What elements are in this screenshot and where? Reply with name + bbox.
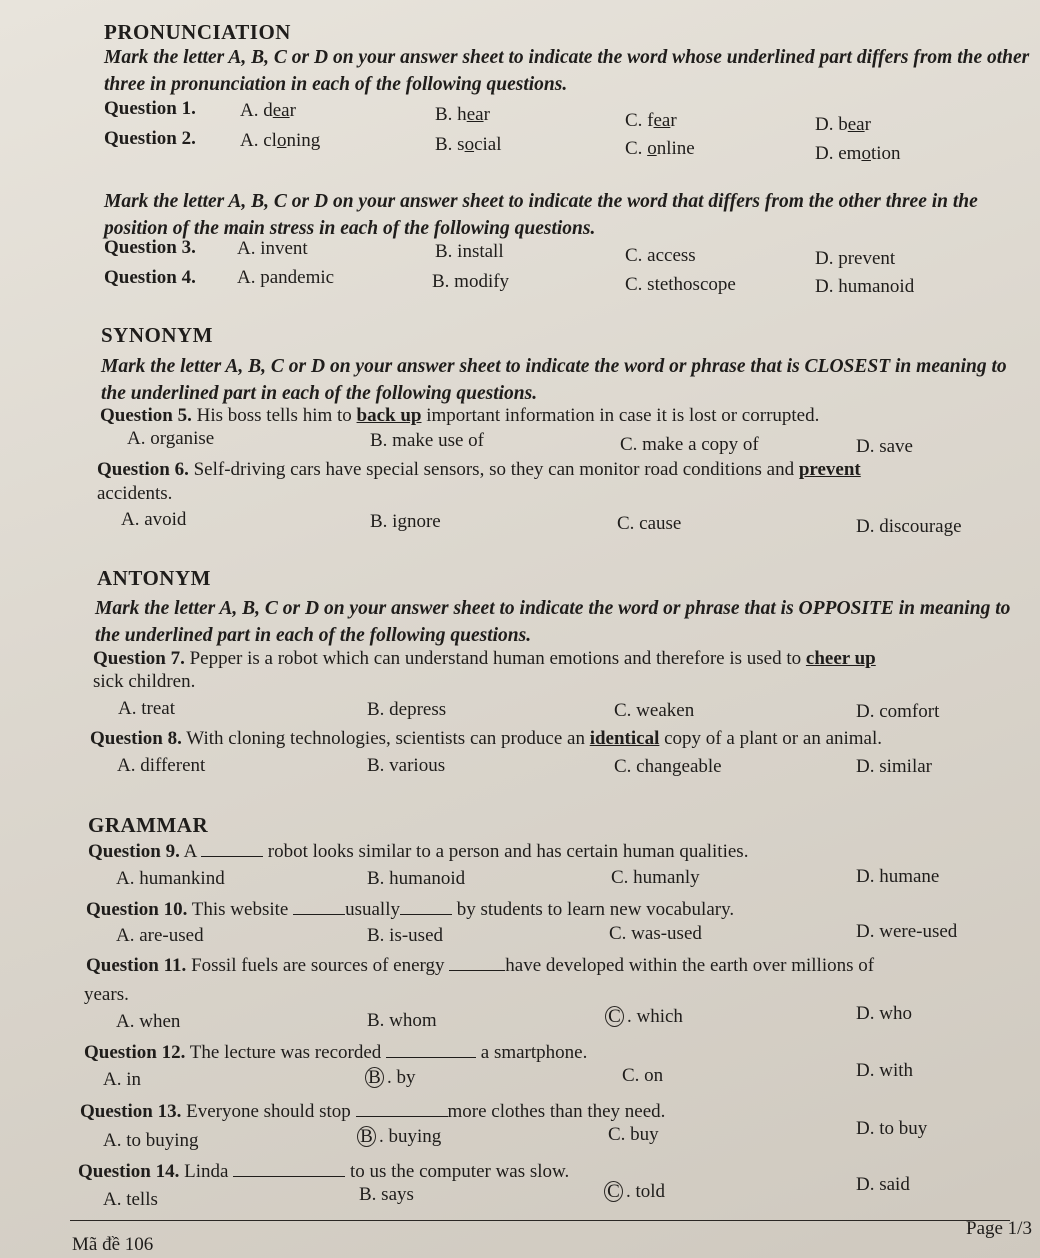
q12-blank	[386, 1043, 476, 1058]
q10-option-c: C. was-used	[609, 923, 702, 944]
question-1: Question 1.	[104, 98, 196, 119]
q3-option-d: D. prevent	[815, 248, 896, 269]
question-12: Question 12. The lecture was recorded a smartphone.	[84, 1042, 588, 1063]
q14-option-b: B. says	[359, 1184, 414, 1205]
question-4: Question 4.	[104, 267, 196, 288]
q2-option-c: C. online	[625, 138, 695, 159]
selected-mark: C	[604, 1181, 623, 1202]
q4-option-d: D. humanoid	[815, 276, 915, 297]
q10-blank-2	[400, 900, 452, 915]
selected-mark: B	[357, 1126, 376, 1147]
footer-divider	[70, 1220, 1010, 1221]
pronunciation-instruction: Mark the letter A, B, C or D on your answer sheet to indicate the word whose underlined part differs from the other three in pronunciation in each of the following questions.	[104, 47, 1030, 95]
q5-option-b: B. make use of	[370, 430, 484, 451]
q7-option-a: A. treat	[118, 698, 175, 719]
question-7: Question 7. Pepper is a robot which can understand human emotions and therefore is used to cheer up	[93, 648, 876, 669]
q12-option-c: C. on	[622, 1065, 664, 1086]
q12-option-d: D. with	[856, 1060, 913, 1081]
q1-option-b: B. hear	[435, 104, 490, 125]
q5-option-d: D. save	[856, 436, 913, 457]
q13-option-b: B . buying	[357, 1126, 441, 1148]
question-10: Question 10. This website usually by students to learn new vocabulary.	[86, 899, 735, 920]
stress-instruction: Mark the letter A, B, C or D on your answer sheet to indicate the word that differs from the other three in the position of the main stress in each of the following questions.	[104, 191, 978, 239]
question-6: Question 6. Self-driving cars have special sensors, so they can monitor road conditions and prevent	[97, 459, 861, 480]
q4-option-b: B. modify	[432, 271, 510, 292]
q11-blank	[449, 956, 505, 971]
question-11: Question 11. Fossil fuels are sources of energy have developed within the earth over millions of	[86, 955, 875, 976]
q3-option-a: A. invent	[237, 238, 308, 259]
question-14: Question 14. Linda to us the computer was slow.	[78, 1161, 570, 1182]
question-6-continued: accidents.	[97, 483, 173, 504]
q13-option-a: A. to buying	[103, 1130, 199, 1151]
q11-option-c: C . which	[605, 1006, 683, 1028]
q11-option-b: B. whom	[367, 1010, 437, 1031]
q12-option-a: A. in	[103, 1069, 141, 1090]
q3-option-b: B. install	[435, 241, 504, 262]
question-5: Question 5. His boss tells him to back up important information in case it is lost or corrupted.	[100, 405, 820, 426]
q12-option-b: B . by	[365, 1067, 416, 1089]
q14-option-c: C . told	[604, 1181, 665, 1203]
q4-option-a: A. pandemic	[237, 267, 335, 288]
question-9: Question 9. A robot looks similar to a person and has certain human qualities.	[88, 841, 749, 862]
q1-option-c: C. fear	[625, 110, 677, 131]
page-number: Page 1/3	[966, 1218, 1032, 1239]
synonym-instruction: Mark the letter A, B, C or D on your answer sheet to indicate the word or phrase that is CLOSEST in meaning to the underlined part in each of the following questions.	[101, 356, 1007, 404]
q8-option-d: D. similar	[856, 756, 932, 777]
question-11-continued: years.	[84, 984, 129, 1005]
q1-option-d: D. bear	[815, 114, 871, 135]
q10-option-a: A. are-used	[116, 925, 204, 946]
q11-option-a: A. when	[116, 1011, 181, 1032]
q3-option-c: C. access	[625, 245, 696, 266]
section-title-pronunciation: PRONUNCIATION	[104, 20, 291, 44]
q6-option-b: B. ignore	[370, 511, 441, 532]
q14-option-d: D. said	[856, 1174, 910, 1195]
q5-option-c: C. make a copy of	[620, 434, 759, 455]
q14-option-a: A. tells	[103, 1189, 158, 1210]
antonym-instruction: Mark the letter A, B, C or D on your answer sheet to indicate the word or phrase that is OPPOSITE in meaning to the underlined part in each of the following questions.	[95, 598, 1011, 646]
q10-blank-1	[293, 900, 345, 915]
q14-blank	[233, 1162, 345, 1177]
q7-option-d: D. comfort	[856, 701, 940, 722]
q11-option-d: D. who	[856, 1003, 912, 1024]
q10-option-b: B. is-used	[367, 925, 443, 946]
q9-option-a: A. humankind	[116, 868, 225, 889]
exam-code: Mã đề 106	[72, 1234, 154, 1255]
selected-mark: C	[605, 1006, 624, 1027]
question-7-continued: sick children.	[93, 671, 196, 692]
q5-option-a: A. organise	[127, 428, 215, 449]
q1-option-a: A. dear	[240, 100, 296, 121]
q13-option-c: C. buy	[608, 1124, 659, 1145]
q6-option-c: C. cause	[617, 513, 682, 534]
q8-option-a: A. different	[117, 755, 206, 776]
q13-blank	[356, 1102, 448, 1117]
q9-blank	[201, 842, 263, 857]
q13-option-d: D. to buy	[856, 1118, 928, 1139]
q2-option-d: D. emotion	[815, 143, 901, 164]
q9-option-b: B. humanoid	[367, 868, 466, 889]
question-2: Question 2.	[104, 128, 196, 149]
q8-option-c: C. changeable	[614, 756, 722, 777]
q6-option-a: A. avoid	[121, 509, 187, 530]
section-title-grammar: GRAMMAR	[88, 813, 209, 837]
q6-option-d: D. discourage	[856, 516, 962, 537]
section-title-antonym: ANTONYM	[97, 566, 211, 590]
selected-mark: B	[365, 1067, 384, 1088]
question-8: Question 8. With cloning technologies, scientists can produce an identical copy of a plant or an animal.	[90, 728, 883, 749]
q2-option-b: B. social	[435, 134, 502, 155]
q2-option-a: A. cloning	[240, 130, 321, 151]
q7-option-b: B. depress	[367, 699, 447, 720]
question-3: Question 3.	[104, 237, 196, 258]
q4-option-c: C. stethoscope	[625, 274, 736, 295]
q9-option-d: D. humane	[856, 866, 940, 887]
q9-option-c: C. humanly	[611, 867, 700, 888]
q7-option-c: C. weaken	[614, 700, 695, 721]
section-title-synonym: SYNONYM	[101, 323, 213, 347]
question-13: Question 13. Everyone should stop more clothes than they need.	[80, 1101, 666, 1122]
q10-option-d: D. were-used	[856, 921, 958, 942]
q8-option-b: B. various	[367, 755, 446, 776]
